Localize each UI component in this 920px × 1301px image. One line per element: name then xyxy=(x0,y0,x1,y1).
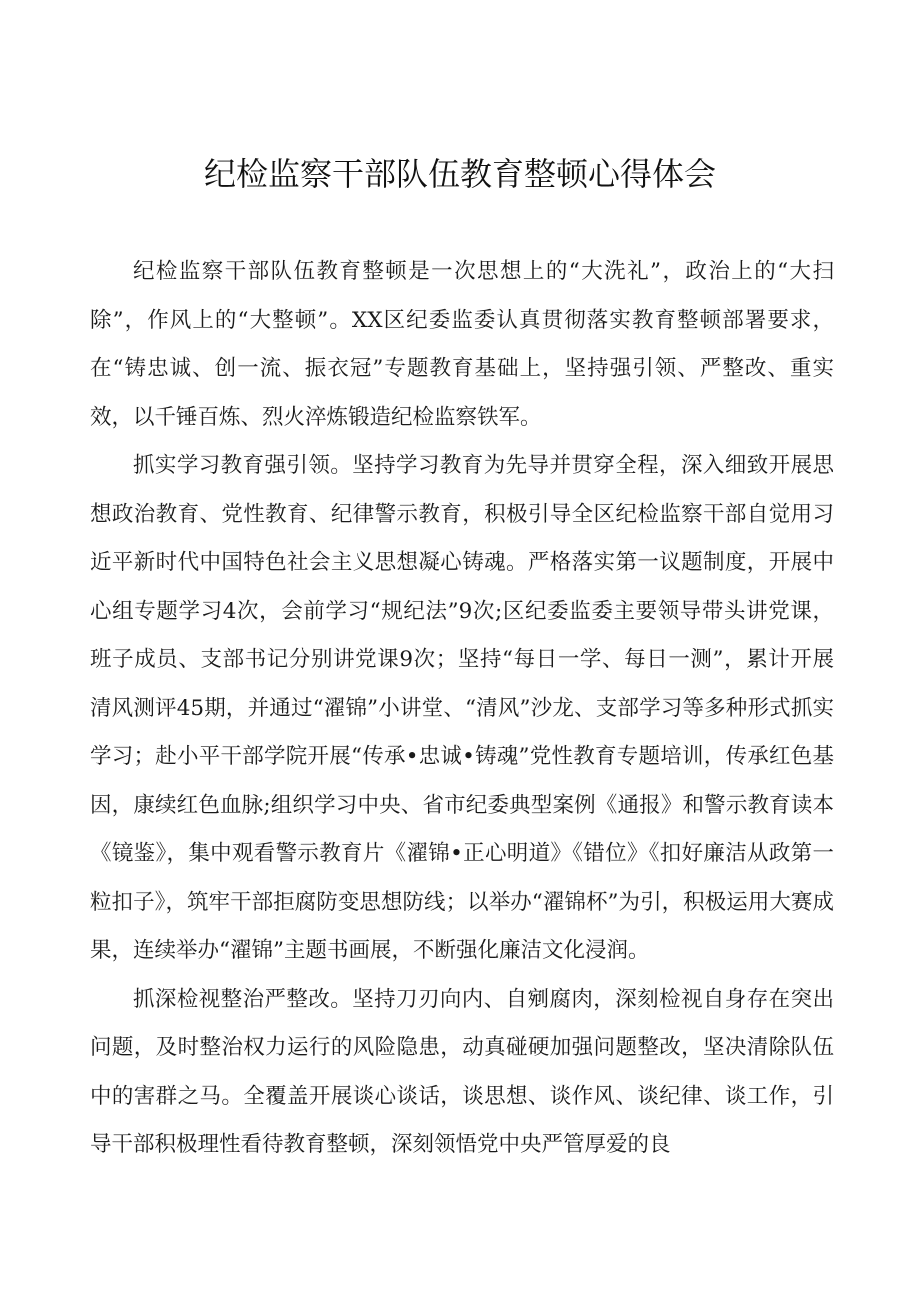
paragraph-study-education: 抓实学习教育强引领。坚持学习教育为先导并贯穿全程，深入细致开展思想政治教育、党性教育、纪律警示教育，积极引导全区纪检监察干部自觉用习近平新时代中国特色社会主义思想凝心铸魂。严格落实第一议题制度，开展中心组专题学习4次，会前学习“规纪法”9次;区纪委监委主要领导带头讲党课，班子成员、支部书记分别讲党课9次；坚持“每日一学、每日一测”，累计开展清风测评45期，并通过“濯锦”小讲堂、“清风”沙龙、支部学习等多种形式抓实学习；赴小平干部学院开展“传承•忠诚•铸魂”党性教育专题培训，传承红色基因，康续红色血脉;组织学习中央、省市纪委典型案例《通报》和警示教育读本《镜鉴》，集中观看警示教育片《濯锦•正心明道》《错位》《扣好廉洁从政第一粒扣子》，筑牢干部拒腐防变思想防线；以举办“濯锦杯”为引，积极运用大赛成果，连续举办“濯锦”主题书画展，不断强化廉洁文化浸润。 xyxy=(90,453,834,963)
document-body xyxy=(90,248,834,1170)
document-title: 纪检监察干部队伍教育整顿心得体会 xyxy=(203,155,716,193)
paragraph-inspection-rectification: 抓深检视整治严整改。坚持刀刃向内、自剜腐肉，深刻检视自身存在突出问题，及时整治权力运行的风险隐患，动真碰硬加强问题整改，坚决清除队伍中的害群之马。全覆盖开展谈心谈话，谈思想、谈作风、谈纪律、谈工作，引导干部积极理性看待教育整顿，深刻领悟党中央严管厚爱的良 xyxy=(90,986,834,1157)
paragraph-intro: 纪检监察干部队伍教育整顿是一次思想上的“大洗礼”，政治上的“大扫除”，作风上的“大整顿”。XX区纪委监委认真贯彻落实教育整顿部署要求，在“铸忠诚、创一流、振衣冠”专题教育基础上，坚持强引领、严整改、重实效，以千锤百炼、烈火淬炼锻造纪检监察铁军。 xyxy=(90,259,834,430)
